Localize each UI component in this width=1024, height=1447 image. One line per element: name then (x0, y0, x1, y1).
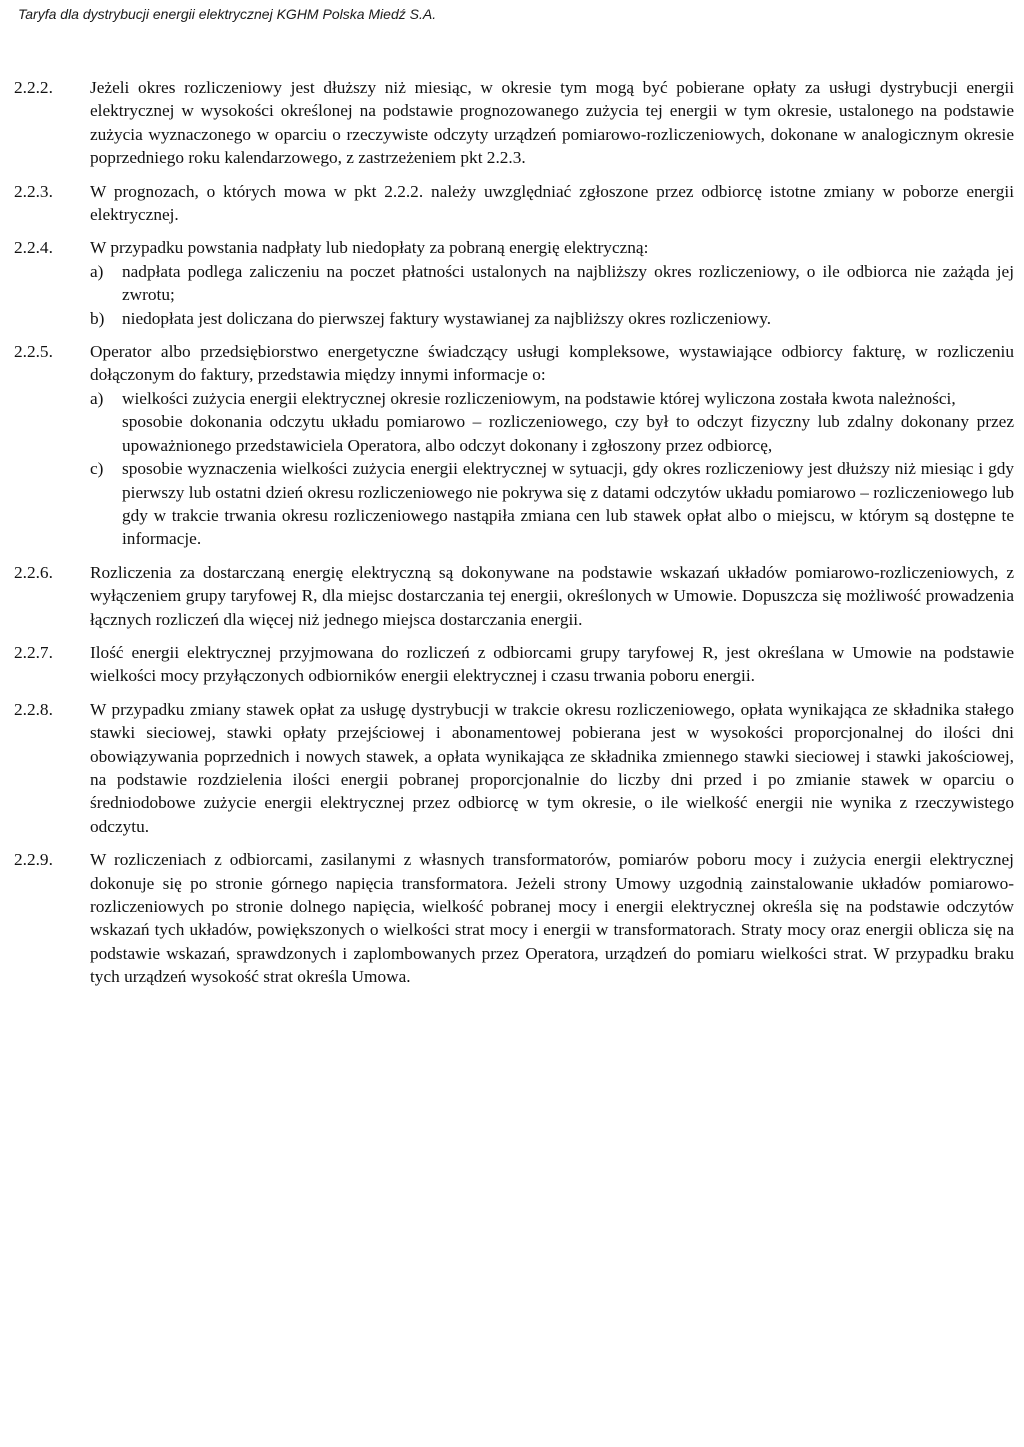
section-2-2-6 (14, 561, 1014, 631)
item-text: sposobie dokonania odczytu układu pomiarowo – rozliczeniowego, czy był to odczyt fizyczny lub zdalny dokonany przez upoważnionego przedstawiciela Operatora, albo odczyt dokonany i zgłoszony przez odbiorcę, (122, 412, 1014, 455)
list-item (90, 410, 1014, 457)
section-number: 2.2.4. (14, 238, 53, 258)
section-2-2-7 (14, 641, 1014, 688)
list-item (90, 307, 1014, 330)
section-text: Operator albo przedsiębiorstwo energetyczne świadczący usługi kompleksowe, wystawiające odbiorcy fakturę, w rozliczeniu dołączonym do faktury, przedstawia między innymi informacje o: (90, 342, 1014, 385)
section-2-2-5 (14, 340, 1014, 551)
section-number: 2.2.2. (14, 78, 53, 97)
section-2-2-3 (14, 180, 1014, 227)
item-text: sposobie wyznaczenia wielkości zużycia energii elektrycznej w sytuacji, gdy okres rozliczeniowy jest dłuższy niż miesiąc i gdy pierwszy lub ostatni dzień okresu rozliczeniowego nie pokrywa się z datami odczytów układu pomiarowo – rozliczeniowego lub gdy w trakcie trwania okresu rozliczeniowego nastąpiła zmiana cen lub stawek opłat albo o miejscu, w którym są dostępne te informacje. (122, 459, 1014, 549)
item-letter: a) (90, 261, 104, 281)
section-2-2-9 (14, 848, 1014, 988)
item-letter: c) (90, 459, 104, 479)
section-text: W rozliczeniach z odbiorcami, zasilanymi z własnych transformatorów, pomiarów poboru mocy i zużycia energii elektrycznej dokonuje się po stronie górnego napięcia transformatora. Jeżeli strony Umowy uzgodnią zainstalowanie układów pomiarowo-rozliczeniowych po stronie dolnego napięcia, wielkość pobranej mocy i energii elektrycznej określa się na podstawie odczytów wskazań tych układów, powiększonych o wielkości strat mocy i energii w transformatorach. Straty mocy oraz energii oblicza się na podstawie wskazań, sprawdzonych i zaplombowanych przez Operatora, urządzeń do pomiaru wielkości strat. W przypadku braku tych urządzeń wysokość strat określa Umowa. (90, 850, 1014, 987)
list-item (90, 387, 1014, 410)
item-text: niedopłata jest doliczana do pierwszej faktury wystawianej za najbliższy okres rozliczeniowy. (122, 308, 772, 328)
item-text: nadpłata podlega zaliczeniu na poczet płatności ustalonych na najbliższy okres rozliczeniowy, o ile odbiorca nie zażąda jej zwrotu; (122, 261, 1014, 305)
section-2-2-2 (14, 76, 1014, 170)
section-2-2-4 (14, 236, 1014, 330)
list-item (90, 457, 1014, 551)
list-item (90, 260, 1014, 307)
item-list (90, 387, 1014, 551)
item-list (90, 260, 1014, 330)
section-text: Ilość energii elektrycznej przyjmowana do rozliczeń z odbiorcami grupy taryfowej R, jest określana w Umowie na podstawie wielkości mocy przyłączonych odbiorników energii elektrycznej i czasu trwania poboru energii. (90, 642, 1014, 686)
document-header: Taryfa dla dystrybucji energii elektrycznej KGHM Polska Miedź S.A. (18, 6, 437, 22)
section-text: W przypadku powstania nadpłaty lub niedopłaty za pobraną energię elektryczną: (90, 238, 649, 258)
section-number: 2.2.5. (14, 342, 53, 362)
section-number: 2.2.6. (14, 562, 53, 582)
section-number: 2.2.8. (14, 699, 53, 719)
section-text: Jeżeli okres rozliczeniowy jest dłuższy niż miesiąc, w okresie tym mogą być pobierane opłaty za usługi dystrybucji energii elektrycznej w wysokości określonej na podstawie prognozowanego zużycia tej energii w tym okresie, ustalonego na podstawie zużycia wyznaczonego w oparciu o rzeczywiste odczyty urządzeń pomiarowo-rozliczeniowych, dokonane w analogicznym okresie poprzedniego roku kalendarzowego, z zastrzeżeniem pkt 2.2.3. (90, 78, 1014, 168)
section-number: 2.2.9. (14, 850, 53, 870)
document-body (14, 76, 1014, 999)
section-text: Rozliczenia za dostarczaną energię elektryczną są dokonywane na podstawie wskazań układów pomiarowo-rozliczeniowych, z wyłączeniem grupy taryfowej R, dla miejsc dostarczania tej energii, określonych w Umowie. Dopuszcza się możliwość prowadzenia łącznych rozliczeń dla więcej niż jednego miejsca dostarczania energii. (90, 562, 1014, 629)
item-letter: a) (90, 388, 104, 408)
section-2-2-8 (14, 698, 1014, 838)
item-letter: b) (90, 308, 105, 328)
section-text: W prognozach, o których mowa w pkt 2.2.2. należy uwzględniać zgłoszone przez odbiorcę istotne zmiany w poborze energii elektrycznej. (90, 181, 1014, 225)
item-letter (90, 410, 122, 457)
section-text: W przypadku zmiany stawek opłat za usługę dystrybucji w trakcie okresu rozliczeniowego, opłata wynikająca ze składnika stałego stawki sieciowej, stawki opłaty przejściowej i abonamentowej pobierana jest w wysokości proporcjonalnej do ilości dni obowiązywania poprzednich i nowych stawek, a opłata wynikająca ze składnika zmiennego stawki sieciowej i stawki jakościowej, na podstawie rozdzielenia ilości energii pobranej proporcjonalnie do liczby dni przed i po zmianie stawek w oparciu o średniodobowe zużycie energii elektrycznej przez odbiorcę w tym okresie, o ile wielkość energii nie wynika z rzeczywistego odczytu. (90, 699, 1014, 836)
section-number: 2.2.3. (14, 181, 53, 201)
item-text: wielkości zużycia energii elektrycznej okresie rozliczeniowym, na podstawie której wyliczona została kwota należności, (122, 388, 956, 408)
section-number: 2.2.7. (14, 642, 53, 662)
